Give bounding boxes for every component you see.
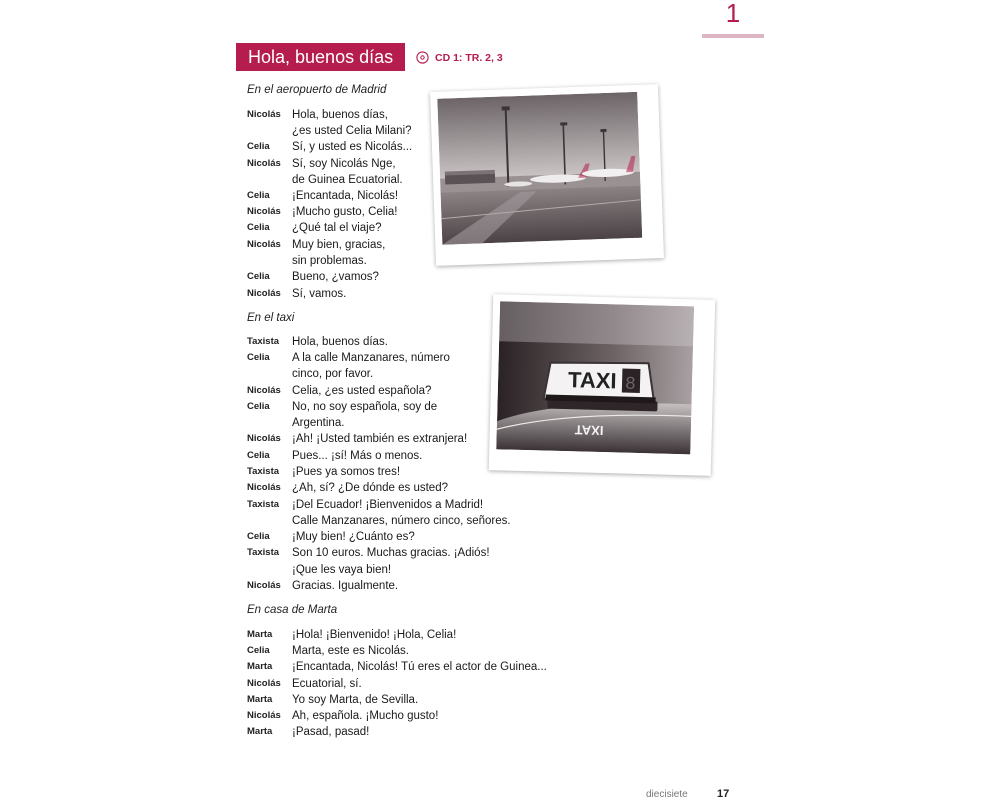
dialogue-text: cinco, por favor.	[292, 368, 374, 380]
speaker-name: Nicolás	[247, 239, 281, 250]
dialogue-text: A la calle Manzanares, número	[292, 352, 450, 364]
audio-track-label: CD 1: TR. 2, 3	[435, 51, 503, 64]
dialogue-text: ¡Pues ya somos tres!	[292, 466, 401, 478]
airport-photo	[430, 84, 664, 266]
dialogue-text: Ah, española. ¡Mucho gusto!	[292, 710, 439, 722]
speaker-name: Celia	[247, 352, 270, 363]
dialogue-text: ¡Encantada, Nicolás!	[292, 190, 399, 202]
section-heading-home: En casa de Marta	[247, 604, 338, 616]
speaker-name: Nicolás	[247, 433, 281, 444]
dialogue-text: sin problemas.	[292, 255, 367, 267]
dialogue-text: ¡Pasad, pasad!	[292, 726, 370, 738]
speaker-name: Celia	[247, 190, 270, 201]
speaker-name: Nicolás	[247, 580, 281, 591]
speaker-name: Nicolás	[247, 678, 281, 689]
speaker-name: Celia	[247, 271, 270, 282]
section-heading-airport: En el aeropuerto de Madrid	[247, 84, 387, 96]
speaker-name: Nicolás	[247, 482, 281, 493]
dialogue-text: de Guinea Ecuatorial.	[292, 174, 403, 186]
speaker-name: Nicolás	[247, 158, 281, 169]
dialogue-text: ¡Del Ecuador! ¡Bienvenidos a Madrid!	[292, 499, 484, 511]
dialogue-text: ¿Qué tal el viaje?	[292, 222, 382, 234]
speaker-name: Marta	[247, 726, 273, 737]
dialogue-text: Calle Manzanares, número cinco, señores.	[292, 515, 511, 527]
dialogue-text: Muy bien, gracias,	[292, 239, 386, 251]
dialogue-text: ¿Ah, sí? ¿De dónde es usted?	[292, 482, 448, 494]
taxi-image	[496, 301, 694, 454]
dialogue-text: Son 10 euros. Muchas gracias. ¡Adiós!	[292, 547, 490, 559]
dialogue-text: ¿es usted Celia Milani?	[292, 125, 412, 137]
speaker-name: Marta	[247, 661, 273, 672]
speaker-name: Taxista	[247, 499, 280, 510]
dialogue-text: Yo soy Marta, de Sevilla.	[292, 694, 419, 706]
dialogue-text: ¡Mucho gusto, Celia!	[292, 206, 398, 218]
speaker-name: Celia	[247, 401, 270, 412]
cd-icon	[416, 51, 429, 64]
speaker-name: Marta	[247, 629, 273, 640]
speaker-name: Celia	[247, 450, 270, 461]
taxi-sign-reflection: TAXI	[574, 422, 604, 439]
dialogue-text: ¡Hola! ¡Bienvenido! ¡Hola, Celia!	[292, 629, 457, 641]
speaker-name: Taxista	[247, 466, 280, 477]
dialogue-text: Marta, este es Nicolás.	[292, 645, 409, 657]
dialogue-text: No, no soy española, soy de	[292, 401, 438, 413]
speaker-name: Celia	[247, 222, 270, 233]
speaker-name: Celia	[247, 141, 270, 152]
taxi-photo	[489, 294, 716, 476]
dialogue-text: ¡Ah! ¡Usted también es extranjera!	[292, 433, 468, 445]
speaker-name: Marta	[247, 694, 273, 705]
speaker-name: Nicolás	[247, 710, 281, 721]
page-number: 17	[717, 788, 730, 800]
dialogue-text: Gracias. Igualmente.	[292, 580, 399, 592]
audio-reference	[416, 51, 503, 64]
speaker-name: Taxista	[247, 547, 280, 558]
speaker-name: Nicolás	[247, 109, 281, 120]
lesson-title: Hola, buenos días	[236, 43, 405, 71]
dialogue-text: Hola, buenos días,	[292, 109, 388, 121]
taxi-sign-digit: 8	[624, 374, 637, 395]
taxi-sign-text: TAXI	[567, 367, 617, 394]
dialogue-text: Ecuatorial, sí.	[292, 678, 362, 690]
speaker-name: Celia	[247, 645, 270, 656]
dialogue-text: ¡Muy bien! ¿Cuánto es?	[292, 531, 415, 543]
dialogue-text: ¡Encantada, Nicolás! Tú eres el actor de Guinea...	[292, 661, 547, 673]
dialogue-text: ¡Que les vaya bien!	[292, 564, 392, 576]
page-number-word: diecisiete	[646, 789, 688, 800]
dialogue-text: Celia, ¿es usted española?	[292, 385, 432, 397]
dialogue-text: Hola, buenos días.	[292, 336, 388, 348]
dialogue-text: Sí, soy Nicolás Nge,	[292, 158, 396, 170]
dialogue-text: Pues... ¡sí! Más o menos.	[292, 450, 423, 462]
speaker-name: Celia	[247, 531, 270, 542]
dialogue-text: Bueno, ¿vamos?	[292, 271, 379, 283]
dialogue-text: Sí, vamos.	[292, 288, 347, 300]
speaker-name: Taxista	[247, 336, 280, 347]
airport-image	[437, 92, 642, 245]
dialogue-text: Argentina.	[292, 417, 345, 429]
speaker-name: Nicolás	[247, 385, 281, 396]
speaker-name: Nicolás	[247, 288, 281, 299]
section-heading-taxi: En el taxi	[247, 312, 295, 324]
speaker-name: Nicolás	[247, 206, 281, 217]
chapter-number: 1	[702, 0, 764, 38]
dialogue-text: Sí, y usted es Nicolás...	[292, 141, 413, 153]
